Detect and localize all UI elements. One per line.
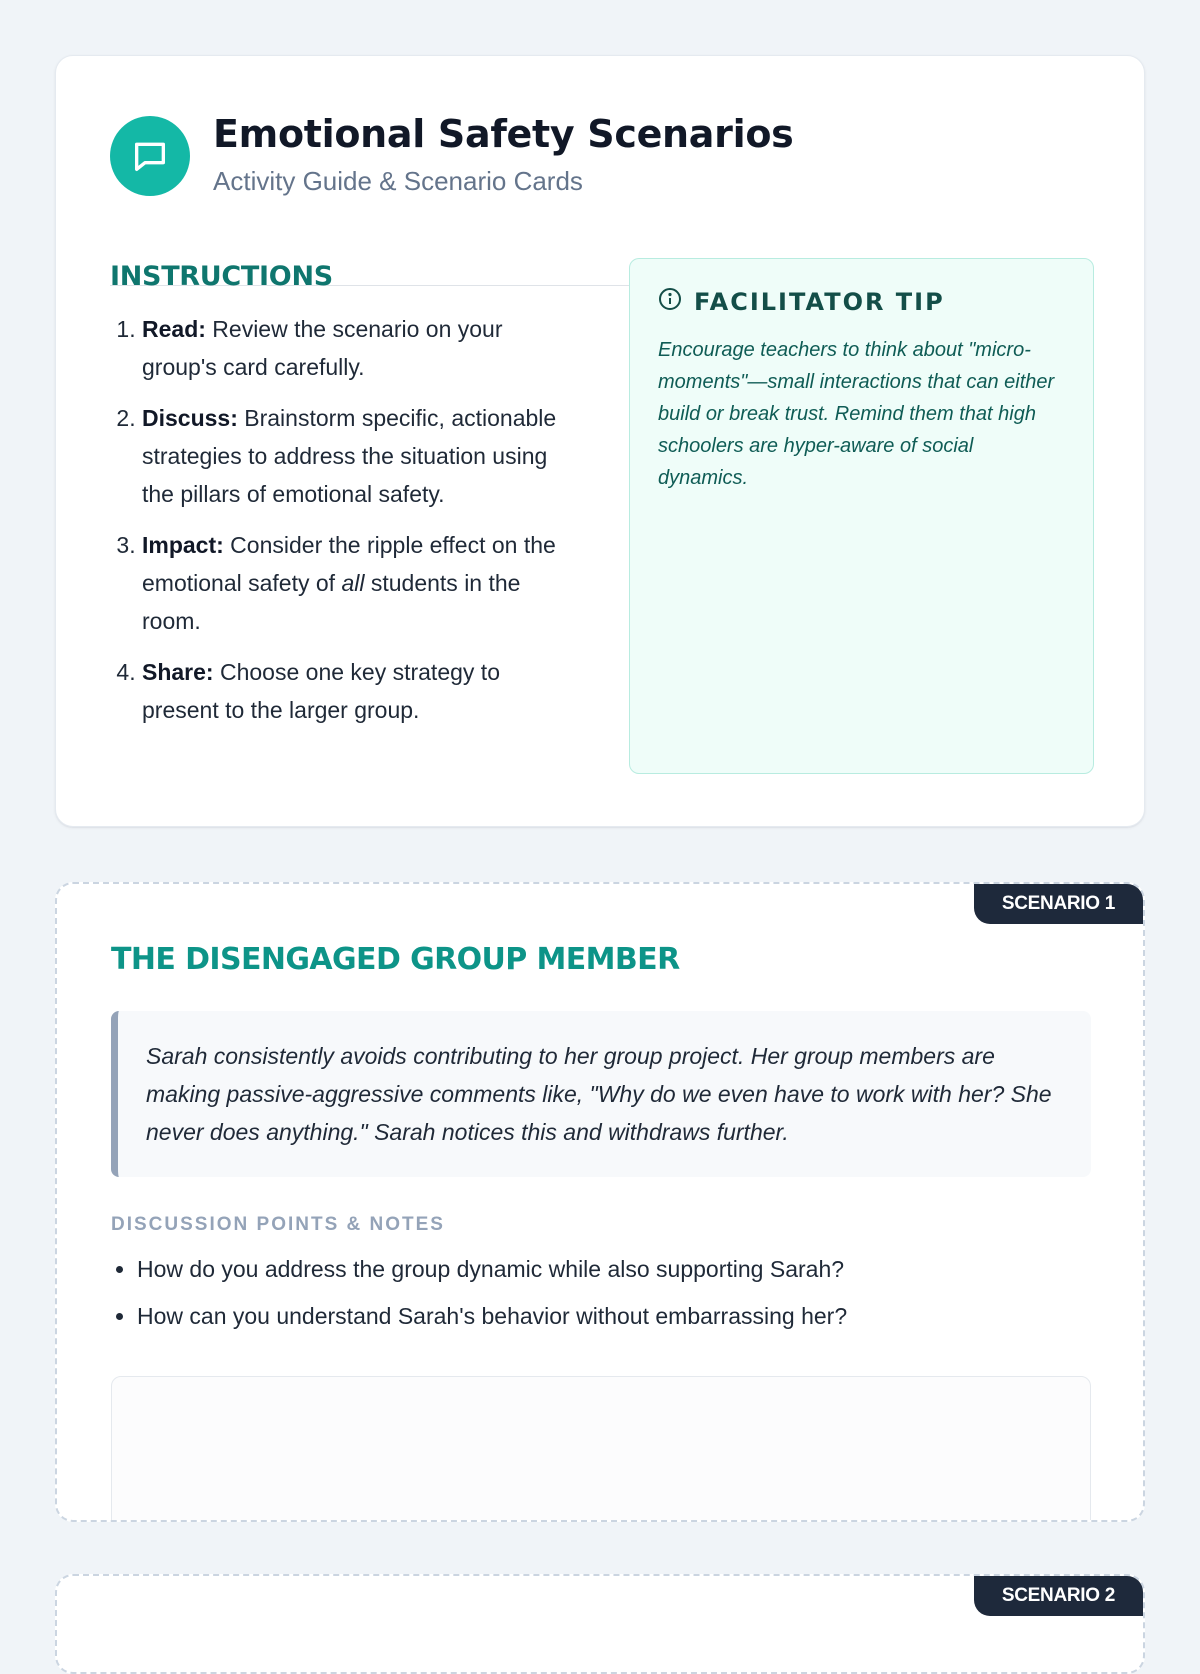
scenario-badge: SCENARIO 2 [974, 1576, 1143, 1616]
notes-writing-area[interactable] [111, 1376, 1091, 1522]
scenario-card [55, 1574, 1145, 1674]
instruction-step-impact: 3. Impact: Consider the ripple effect on the emotional safety of all students in the room. [142, 526, 570, 640]
scenario-badge: SCENARIO 1 [974, 884, 1143, 924]
page-title: Emotional Safety Scenarios [213, 112, 794, 156]
tip-title: FACILITATOR TIP [694, 287, 945, 316]
scenario-card [55, 882, 1145, 1522]
scenario-description: Sarah consistently avoids contributing to her group project. Her group members are making passive-aggressive comments like, "Why do we even have to work with her? She never does anything." Sarah notices this and withdraws further. [111, 1011, 1091, 1177]
page-subtitle: Activity Guide & Scenario Cards [213, 166, 583, 196]
list-item: • How can you understand Sarah's behavior without embarrassing her? [137, 1301, 1117, 1331]
instructions-section [110, 261, 570, 742]
info-icon [658, 287, 682, 316]
instruction-step-discuss: 2. Discuss: Brainstorm specific, actionable strategies to address the situation using the pillars of emotional safety. [142, 399, 570, 513]
notes-label: DISCUSSION POINTS & NOTES [111, 1214, 445, 1235]
list-item: • How do you address the group dynamic while also supporting Sarah? [137, 1254, 1117, 1284]
discussion-points [111, 1254, 1117, 1348]
instructions-list [110, 310, 570, 729]
instructions-heading: INSTRUCTIONS [110, 261, 333, 292]
scenario-title: THE DISENGAGED GROUP MEMBER [111, 942, 680, 977]
instruction-step-share: 4. Share: Choose one key strategy to present to the larger group. [142, 653, 570, 729]
facilitator-tip-box [629, 258, 1094, 774]
instruction-step-read: 1. Read: Review the scenario on your group's card carefully. [142, 310, 570, 386]
activity-guide-card [55, 55, 1145, 827]
chat-bubble-icon [110, 116, 190, 196]
tip-body: Encourage teachers to think about "micro-moments"—small interactions that can either build or break trust. Remind them that high schoolers are hyper-aware of social dynamics. [658, 339, 1055, 489]
